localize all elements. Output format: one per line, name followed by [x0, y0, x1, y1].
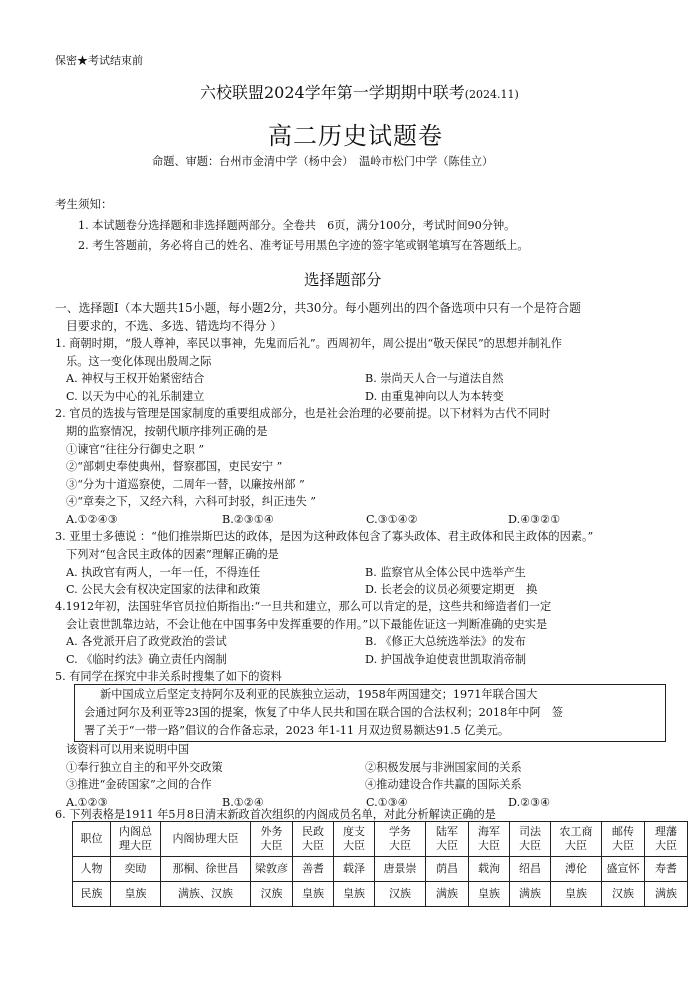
q5-option-d: D.②③④	[508, 796, 551, 809]
table-cell: 农工商 大臣	[551, 822, 602, 857]
q5-item-4: ④推动建设合作共赢的国际关系	[365, 778, 522, 791]
subject-title: 高二历史试题卷	[268, 122, 443, 150]
q1-option-a: A. 神权与王权开始紧密结合	[66, 372, 205, 385]
q2-item-2: ②“部刺史奉使典州，督察郡国，吏民安宁 ”	[66, 460, 283, 473]
q1-option-b: B. 崇尚天人合一与道法自然	[365, 372, 504, 385]
table-cell: 载洵	[469, 857, 510, 882]
authors-line: 命题、审题：台州市金清中学（杨中会） 温岭市松门中学（陈佳立）	[152, 155, 494, 168]
table-cell: 皇族	[469, 882, 510, 907]
cabinet-table	[72, 821, 688, 907]
exam-date: (2024.11)	[464, 88, 519, 101]
table-cell: 度支 大臣	[334, 822, 375, 857]
table-cell: 善耆	[293, 857, 334, 882]
table-cell: 唐景崇	[375, 857, 426, 882]
q2-stem: 2. 官员的选拔与管理是国家制度的重要组成部分，也是社会治理的必要前提。以下材料为古代不同时	[55, 407, 551, 420]
q5-after: 该资料可以用来说明中国	[66, 743, 190, 756]
q5-option-c: C.①③④	[366, 796, 408, 809]
table-cell: 满族	[510, 882, 551, 907]
table-cell: 寿耆	[645, 857, 688, 882]
table-cell: 职位	[73, 822, 111, 857]
table-header-row	[73, 822, 688, 857]
q2-item-1: ①谏官“往往分行御史之职 ”	[66, 443, 205, 456]
q5-material-line-2: 会通过阿尔及利亚等23国的提案，恢复了中华人民共和国在联合国的合法权利；2018年中阿 签	[84, 706, 564, 719]
q3-option-a: A. 执政官有两人，一年一任，不得连任	[66, 566, 261, 579]
table-cell: 学务 大臣	[375, 822, 426, 857]
q3-stem-cont: 下列对“包含民主政体的因素”理解正确的是	[66, 548, 279, 561]
table-cell: 汉族	[602, 882, 645, 907]
q2-stem-cont: 期的监察情况，按朝代顺序排列正确的是	[66, 425, 268, 438]
table-cell: 载泽	[334, 857, 375, 882]
notes-title: 考生须知：	[55, 197, 113, 211]
q1-stem-cont: 乐。这一变化体现出殷周之际	[66, 355, 212, 368]
q1-stem: 1. 商朝时期，“殷人尊神，率民以事神，先鬼而后礼”。西周初年，周公提出“敬天保民”的思想并制礼作	[55, 337, 562, 350]
table-cell: 理藩 大臣	[645, 822, 688, 857]
part1-instruction: 一、选择题Ⅰ（本大题共15小题，每小题2分，共30分。每小题列出的四个备选项中只有一个是符合题	[55, 301, 581, 315]
q6-stem: 6. 下列表格是1911 年5月8日清末新政首次组织的内阁成员名单，对此分析解读正确的是	[55, 808, 496, 821]
table-cell: 海军 大臣	[469, 822, 510, 857]
q2-option-b: B.②③①④	[222, 513, 274, 526]
q5-stem: 5. 有同学在探究中非关系时搜集了如下的资料	[55, 670, 282, 683]
table-cell: 绍昌	[510, 857, 551, 882]
table-row-person	[73, 857, 688, 882]
table-cell: 荫昌	[426, 857, 469, 882]
table-cell: 民族	[73, 882, 111, 907]
q4-option-d: D. 护国战争迫使袁世凯取消帝制	[365, 653, 527, 666]
q5-item-2: ②积极发展与非洲国家间的关系	[365, 761, 522, 774]
q5-option-b: B.①②④	[222, 796, 264, 809]
table-cell: 满族	[426, 882, 469, 907]
q1-option-c: C. 以天为中心的礼乐制建立	[66, 390, 205, 403]
table-cell: 邮传 大臣	[602, 822, 645, 857]
table-cell: 民政 大臣	[293, 822, 334, 857]
section-title: 选择题部分	[304, 271, 382, 289]
q3-stem: 3. 亚里士多德说 ：“他们推崇斯巴达的政体，是因为这种政体包含了寡头政体、君主政体和民主政体的因素。”	[55, 530, 594, 543]
q2-item-3: ③“分为十道巡察使，二周年一替，以廉按州部 ”	[66, 478, 305, 491]
table-cell: 奕劻	[111, 857, 161, 882]
q5-option-a: A.①②③	[66, 796, 108, 809]
table-cell: 满族	[645, 882, 688, 907]
exam-league-title: 六校联盟2024学年第一学期期中联考(2024.11)	[200, 83, 519, 102]
table-cell: 盛宣怀	[602, 857, 645, 882]
table-cell: 内阁协理大臣	[161, 822, 251, 857]
table-cell: 汉族	[375, 882, 426, 907]
table-cell: 内阁总 理大臣	[111, 822, 161, 857]
table-cell: 皇族	[334, 882, 375, 907]
q4-stem-cont: 会让袁世凯靠边站，不会让他在中国事务中发挥重要的作用。”以下最能佐证这一判断准确的史实是	[66, 618, 548, 631]
q4-option-a: A. 各党派开启了政党政治的尝试	[66, 635, 227, 648]
q2-option-d: D.④③②①	[508, 513, 561, 526]
table-cell: 梁敦彦	[251, 857, 293, 882]
table-cell: 司法 大臣	[510, 822, 551, 857]
table-cell: 人物	[73, 857, 111, 882]
q4-stem: 4.1912年初，法国驻华官员拉伯斯指出:“一旦共和建立，那么可以肯定的是，这些共和缔造者们一定	[55, 600, 552, 613]
q5-item-1: ①奉行独立自主的和平外交政策	[66, 761, 223, 774]
q2-item-4: ④“章奏之下，又经六科，六科可封驳，纠正违失 ”	[66, 495, 316, 508]
note-2: 2. 考生答题前，务必将自己的姓名、准考证号用黑色字迹的签字笔或钢笔填写在答题纸上。	[78, 239, 529, 252]
table-cell: 陆军 大臣	[426, 822, 469, 857]
q3-option-b: B. 监察官从全体公民中选举产生	[365, 566, 526, 579]
table-row-ethnicity	[73, 882, 688, 907]
table-cell: 溥伦	[551, 857, 602, 882]
q4-option-c: C. 《临时约法》确立责任内阁制	[66, 653, 227, 666]
q3-option-d: D. 长老会的议员必须要定期更 换	[365, 583, 538, 596]
q5-material-line-1: 新中国成立后坚定支持阿尔及利亚的民族独立运动，1958年两国建交；1971年联合国大	[100, 688, 538, 701]
q2-option-a: A.①②④③	[66, 513, 118, 526]
q4-option-b: B. 《修正大总统选举法》的发布	[365, 635, 526, 648]
table-cell: 汉族	[251, 882, 293, 907]
q2-option-c: C.③①④②	[366, 513, 418, 526]
table-cell: 皇族	[293, 882, 334, 907]
table-cell: 皇族	[111, 882, 161, 907]
note-1: 1. 本试题卷分选择题和非选择题两部分。全卷共 6页，满分100分，考试时间90分钟。	[78, 219, 516, 232]
table-cell: 外务 大臣	[251, 822, 293, 857]
q5-item-3: ③推进“金砖国家”之间的合作	[66, 778, 212, 791]
q1-option-d: D. 由重鬼神向以人为本转变	[365, 390, 504, 403]
q3-option-c: C. 公民大会有权决定国家的法律和政策	[66, 583, 261, 596]
confidential-label: 保密★考试结束前	[55, 54, 143, 67]
table-cell: 皇族	[551, 882, 602, 907]
table-cell: 满族、汉族	[161, 882, 251, 907]
part1-instruction-cont: 目要求的，不选、多选、错选均不得分 ）	[66, 319, 283, 333]
q5-material-line-3: 署了关于“一带一路”倡议的合作备忘录，2023 年1-11 月双边贸易额达91.5 亿美元。	[84, 724, 510, 737]
table-cell: 那桐、徐世昌	[161, 857, 251, 882]
